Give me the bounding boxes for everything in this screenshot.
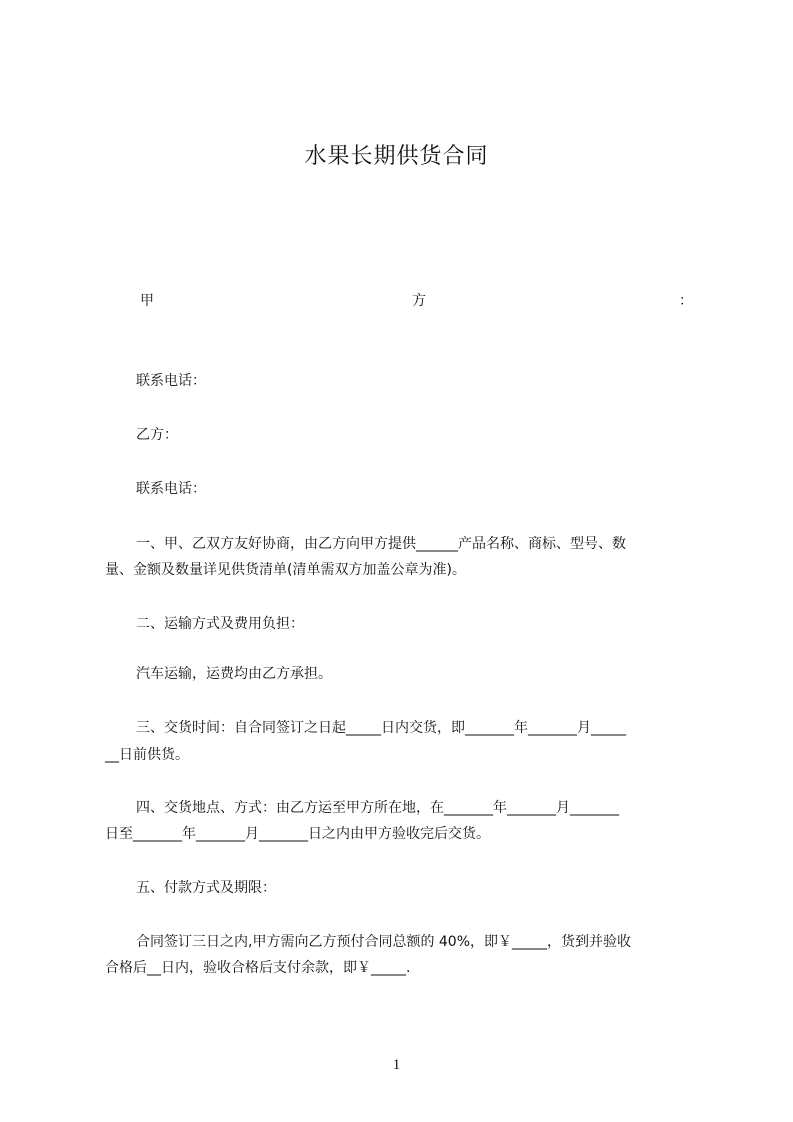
party-a-colon: ：: [679, 293, 693, 309]
party-b-label: 乙方：: [136, 427, 178, 443]
party-a-row: [140, 291, 693, 313]
clause-1-line-2: 量、金额及数量详见供货清单(清单需双方加盖公章为准)。: [105, 562, 466, 578]
clause-4-line-2: 日至_______年_______月_______日之内由甲方验收完后交货。: [105, 826, 490, 842]
clause-5-line-1: 合同签订三日之内,甲方需向乙方预付合同总额的 40%，即￥_____，货到并验收: [136, 934, 632, 950]
document-title: 水果长期供货合同: [304, 144, 489, 169]
page-number: 1: [392, 1057, 401, 1073]
clause-2-heading: 二、运输方式及费用负担：: [136, 616, 304, 632]
party-b-contact: 联系电话：: [136, 481, 206, 497]
party-a-label-char-1: 甲: [140, 293, 154, 309]
clause-4-line-1: 四、交货地点、方式：由乙方运至甲方所在地，在_______年_______月_______: [136, 800, 619, 816]
clause-1-line-1: 一、甲、乙双方友好协商，由乙方向甲方提供______产品名称、商标、型号、数: [136, 536, 626, 552]
clause-2-body: 汽车运输，运费均由乙方承担。: [136, 666, 332, 682]
party-a-contact: 联系电话：: [136, 373, 206, 389]
clause-5-line-2: 合格后__日内，验收合格后支付余款，即￥_____.: [105, 960, 411, 976]
clause-5-heading: 五、付款方式及期限：: [136, 880, 276, 896]
clause-3-line-2: __日前供货。: [105, 747, 189, 763]
clause-3-line-1: 三、交货时间：自合同签订之日起_____日内交货，即_______年_______月_____: [136, 720, 626, 736]
party-a-label-char-2: 方: [412, 293, 426, 309]
